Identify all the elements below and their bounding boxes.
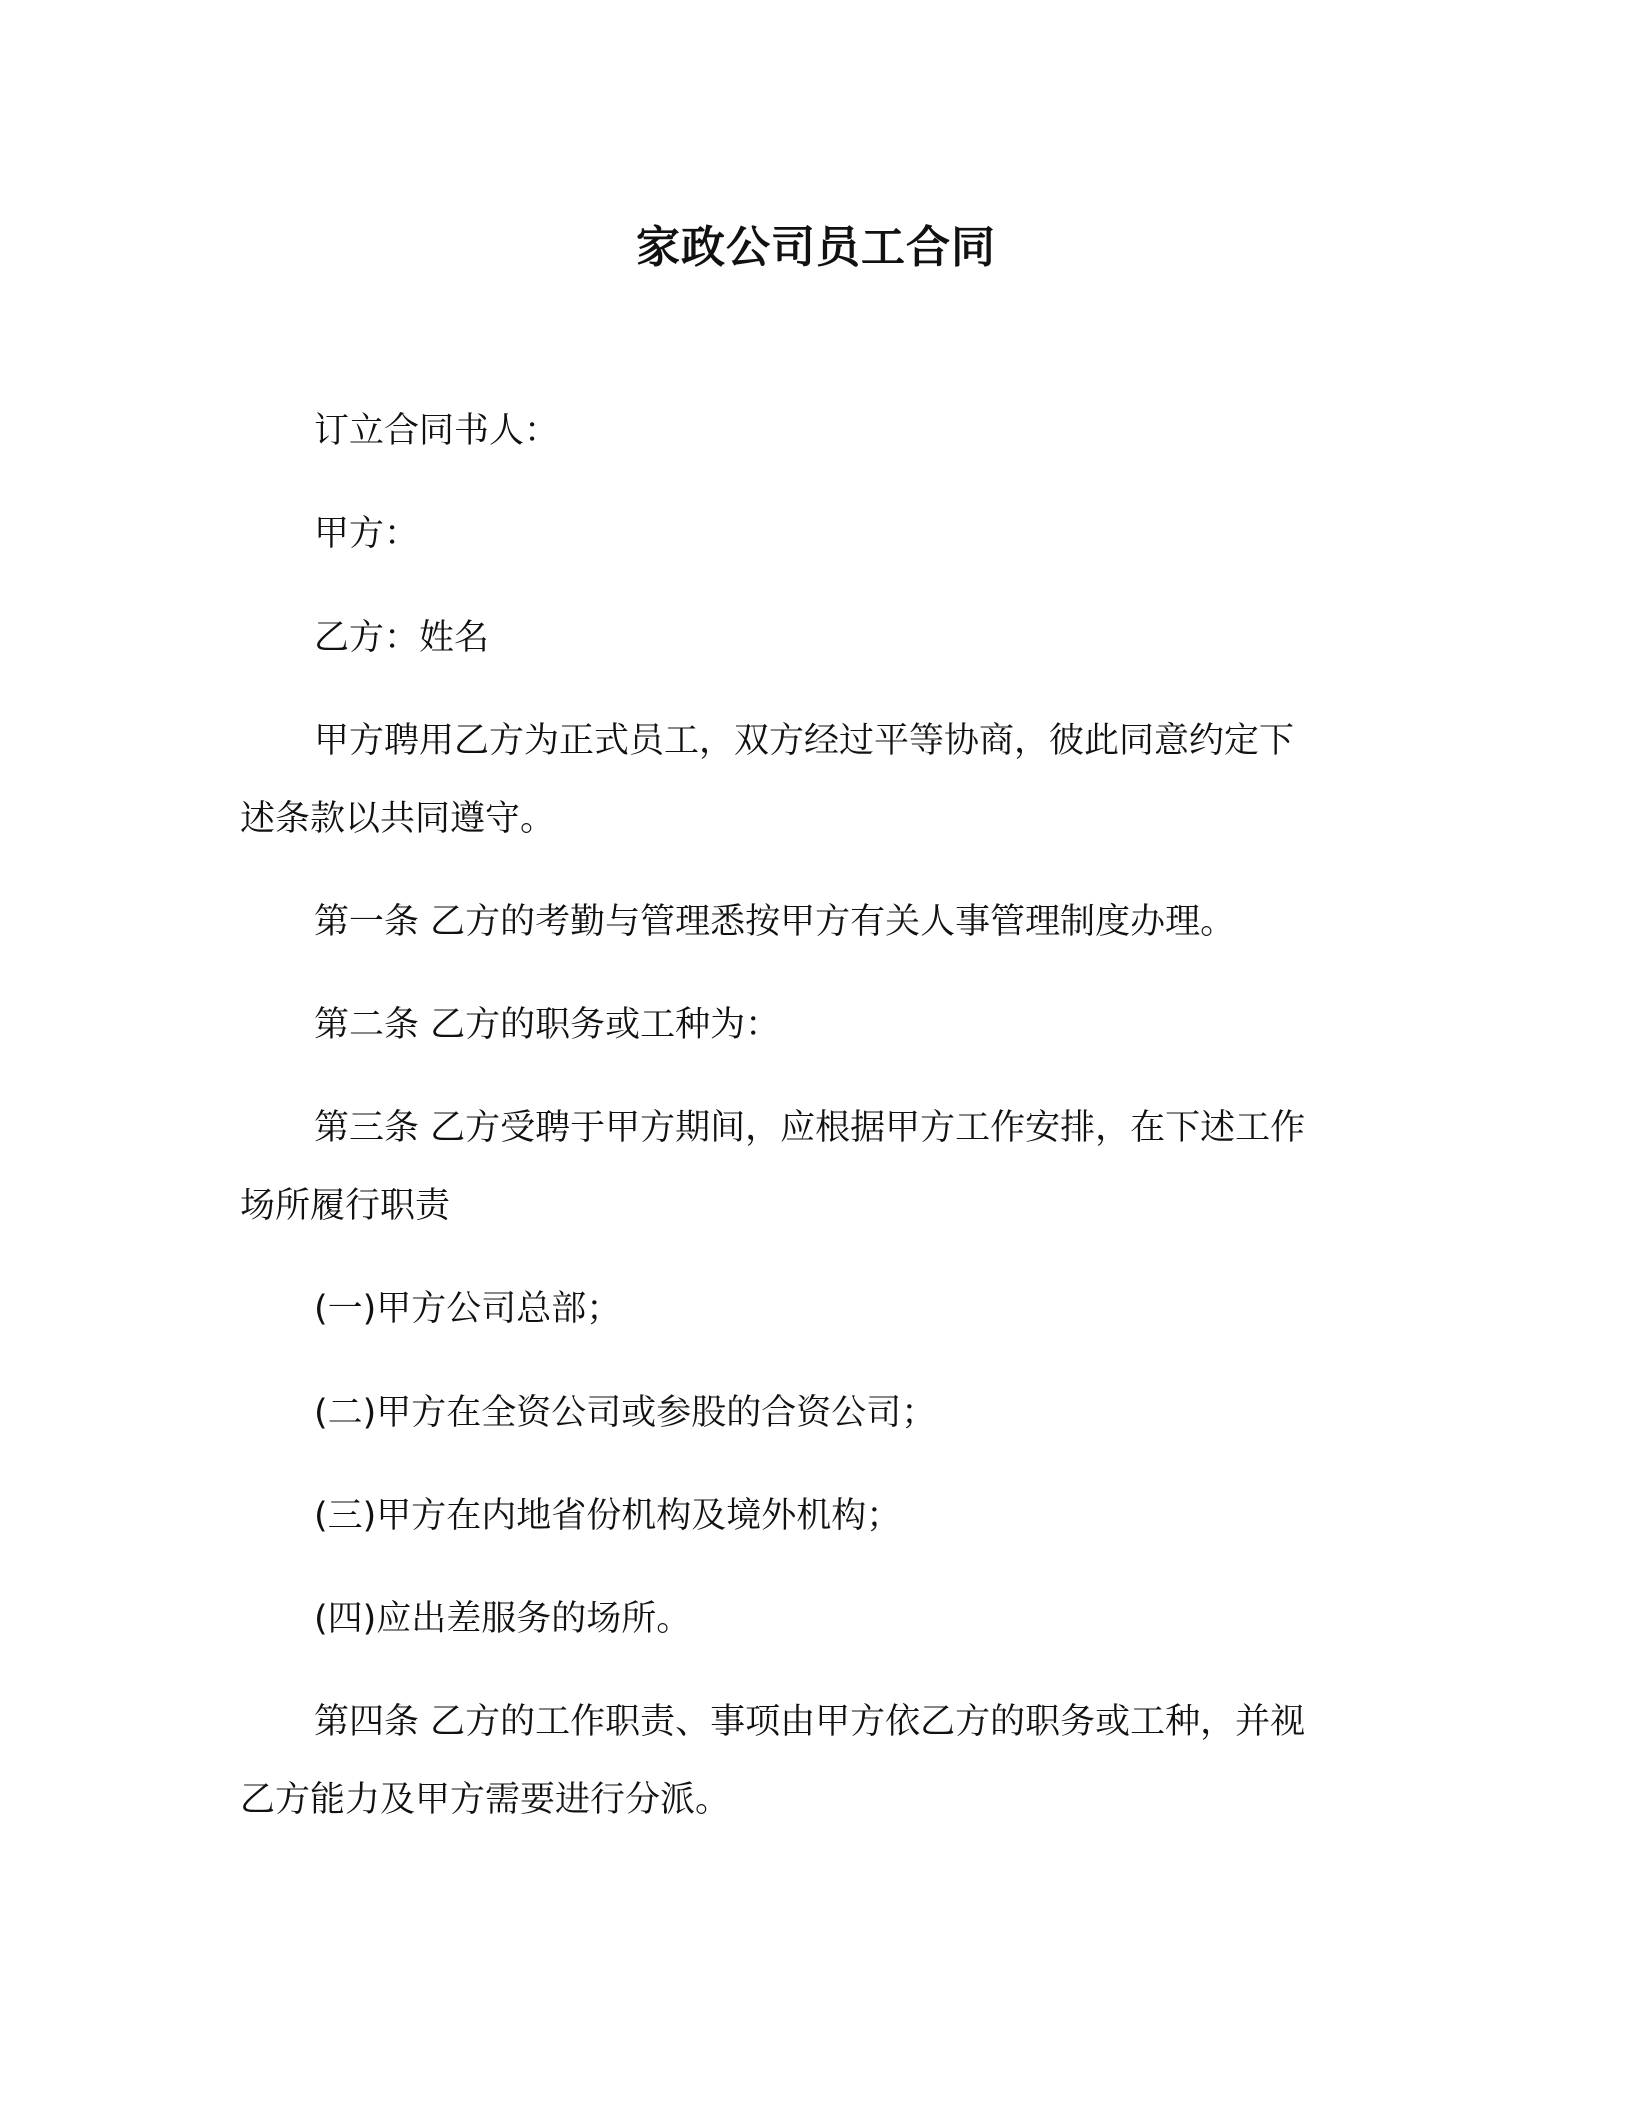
paragraph-agreement [240, 702, 1370, 858]
line: 述条款以共同遵守。 [240, 799, 556, 839]
paragraph-item-3 [240, 1477, 1370, 1555]
line: 第二条 乙方的职务或工种为： [314, 1005, 781, 1045]
line: 第四条 乙方的工作职责、事项由甲方依乙方的职务或工种，并视 [314, 1702, 1306, 1742]
line: 甲方： [314, 514, 420, 554]
paragraph-article-2 [240, 986, 1370, 1064]
line: (三)甲方在内地省份机构及境外机构； [314, 1496, 902, 1536]
line: (四)应出差服务的场所。 [314, 1599, 692, 1639]
line: (一)甲方公司总部； [314, 1289, 622, 1329]
line: 订立合同书人： [314, 411, 560, 451]
paragraph-article-1 [240, 883, 1370, 961]
paragraph-contract-parties [240, 392, 1370, 470]
paragraph-article-4 [240, 1683, 1370, 1839]
paragraph-item-1 [240, 1270, 1370, 1348]
line: 场所履行职责 [240, 1186, 451, 1226]
paragraph-item-2 [240, 1374, 1370, 1452]
line: (二)甲方在全资公司或参股的合资公司； [314, 1393, 937, 1433]
line: 乙方：姓名 [314, 618, 490, 658]
line: 第一条 乙方的考勤与管理悉按甲方有关人事管理制度办理。 [314, 902, 1236, 942]
paragraph-party-a [240, 495, 1370, 573]
line: 第三条 乙方受聘于甲方期间，应根据甲方工作安排，在下述工作 [314, 1108, 1306, 1148]
document-title: 家政公司员工合同 [636, 222, 996, 273]
line: 乙方能力及甲方需要进行分派。 [240, 1780, 731, 1820]
line: 甲方聘用乙方为正式员工，双方经过平等协商，彼此同意约定下 [314, 721, 1295, 761]
paragraph-item-4 [240, 1580, 1370, 1658]
paragraph-article-3 [240, 1089, 1370, 1245]
paragraph-party-b [240, 599, 1370, 677]
